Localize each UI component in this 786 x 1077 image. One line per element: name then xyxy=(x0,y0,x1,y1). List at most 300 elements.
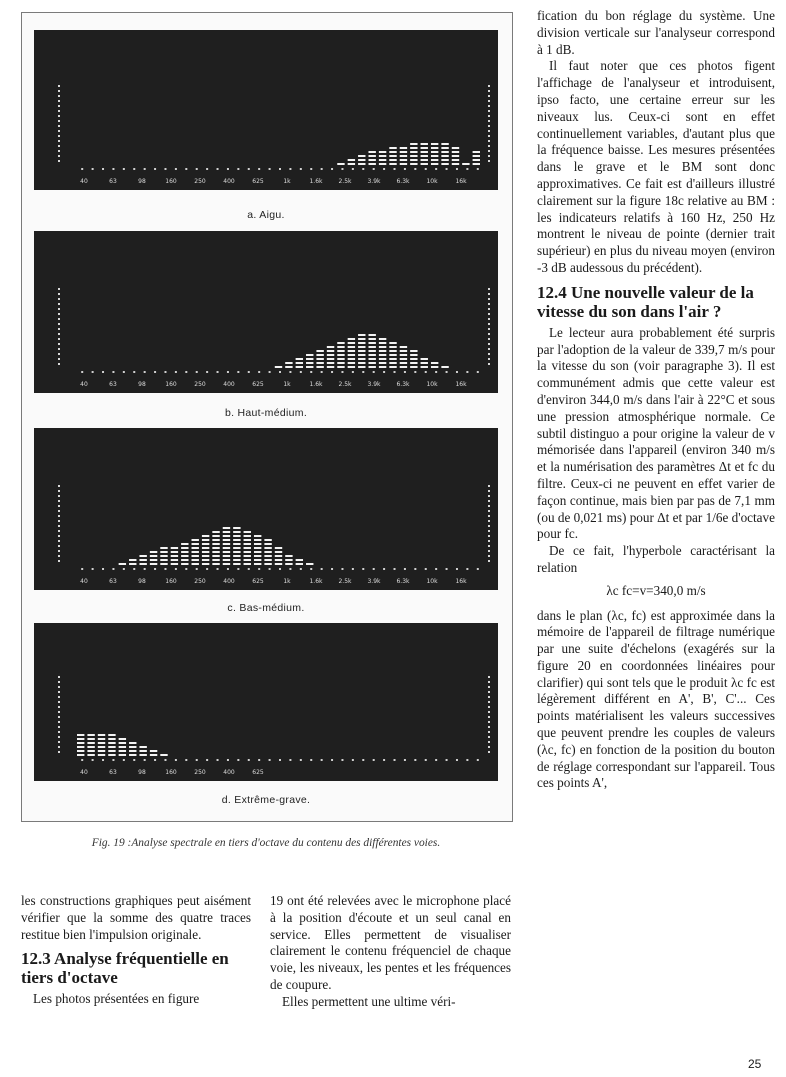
level-segment xyxy=(171,563,178,565)
scale-dot xyxy=(488,150,490,152)
base-dot xyxy=(248,759,250,761)
scale-dot xyxy=(58,323,60,325)
base-dot xyxy=(341,371,343,373)
frequency-tick-label: 400 xyxy=(223,578,235,585)
level-segment xyxy=(150,555,157,557)
paragraph: Elles permettent une ultime véri- xyxy=(282,993,456,1009)
frequency-tick-label: 63 xyxy=(109,578,117,585)
scale-dot xyxy=(58,721,60,723)
level-segment xyxy=(181,547,188,549)
level-segment xyxy=(306,366,313,368)
base-dot xyxy=(362,568,364,570)
base-dot xyxy=(321,168,323,170)
level-segment xyxy=(160,563,167,565)
base-dot xyxy=(269,371,271,373)
frequency-tick-label: 3.9k xyxy=(367,178,381,185)
scale-dot xyxy=(488,318,490,320)
level-segment xyxy=(389,163,396,165)
scale-dot xyxy=(488,343,490,345)
level-segment xyxy=(337,350,344,352)
base-dot xyxy=(227,168,229,170)
scale-dot xyxy=(58,691,60,693)
scale-dot xyxy=(58,681,60,683)
level-segment xyxy=(77,754,84,756)
base-dot xyxy=(404,568,406,570)
level-segment xyxy=(316,362,323,364)
level-segment xyxy=(233,547,240,549)
base-dot xyxy=(248,371,250,373)
base-dot xyxy=(310,568,312,570)
scale-dot xyxy=(58,505,60,507)
base-dot xyxy=(466,759,468,761)
level-segment xyxy=(77,742,84,744)
level-segment xyxy=(400,159,407,161)
base-dot xyxy=(175,371,177,373)
level-segment xyxy=(327,346,334,348)
scale-dot xyxy=(58,90,60,92)
level-segment xyxy=(87,754,94,756)
level-segment xyxy=(285,559,292,561)
base-dot xyxy=(81,371,83,373)
base-dot xyxy=(289,168,291,170)
level-segment xyxy=(316,366,323,368)
scale-dot xyxy=(58,731,60,733)
level-segment xyxy=(223,555,230,557)
base-dot xyxy=(81,759,83,761)
level-segment xyxy=(264,563,271,565)
base-dot xyxy=(310,759,312,761)
scale-dot xyxy=(488,313,490,315)
frequency-tick-label: 6.3k xyxy=(396,381,410,388)
level-segment xyxy=(431,159,438,161)
base-dot xyxy=(466,568,468,570)
level-segment xyxy=(192,539,199,541)
scale-dot xyxy=(58,550,60,552)
base-dot xyxy=(102,168,104,170)
base-dot xyxy=(310,371,312,373)
base-dot xyxy=(144,168,146,170)
level-segment xyxy=(129,563,136,565)
base-dot xyxy=(154,759,156,761)
level-segment xyxy=(139,555,146,557)
scale-dot xyxy=(488,328,490,330)
level-segment xyxy=(192,551,199,553)
frequency-tick-label: 625 xyxy=(252,769,264,776)
paragraph: dans le plan (λc, fc) est approximée dans la mémoire de l'appareil de filtrage numérique par une suite d'échelons (exagérés sur la figure 20 en coordonnées linéaires pour clarifier) qui sont tels que le produit λc fc est légèrement différent en A', B', C'... Ces points matérialisent les valeurs successives que peuvent prendre les couples de valeurs (λc, fc) en fonction de la position du bouton de réglage correspondant sur l'appareil. Tous ces points A', xyxy=(537,607,775,791)
base-dot xyxy=(269,568,271,570)
base-dot xyxy=(383,371,385,373)
scale-dot xyxy=(488,751,490,753)
base-dot xyxy=(164,371,166,373)
base-dot xyxy=(269,168,271,170)
scale-dot xyxy=(488,500,490,502)
paragraph: Il faut noter que ces photos figent l'affichage de l'analyseur et introduisent, ipso facto, une certaine erreur sur les niveaux lus. Ceux-ci sont en effet continuellement variables, d'autant plus que la fréquence baisse. Les mesures présentées dans le grave et le BM sont donc approximatives. Ce fait est d'ailleurs illustré clairement sur la figure 18c relative au BM : les indicateurs relatifs à 160 Hz, 250 Hz montrent le niveau de pointe (dernier trait supérieur) en plus du niveau moyen (environ -3 dB audessous du précédent). xyxy=(537,58,775,275)
section-heading: 12.3 Analyse fréquentielle en tiers d'octave xyxy=(21,949,229,988)
level-segment xyxy=(160,551,167,553)
base-dot xyxy=(92,568,94,570)
level-segment xyxy=(87,750,94,752)
base-dot xyxy=(227,568,229,570)
scale-dot xyxy=(58,115,60,117)
base-dot xyxy=(154,168,156,170)
base-dot xyxy=(477,568,479,570)
level-segment xyxy=(462,163,469,165)
level-segment xyxy=(389,354,396,356)
level-segment xyxy=(223,527,230,529)
level-segment xyxy=(368,346,375,348)
level-segment xyxy=(473,151,480,153)
scale-dot xyxy=(58,313,60,315)
level-segment xyxy=(410,163,417,165)
scale-dot xyxy=(58,676,60,678)
scale-dot xyxy=(488,696,490,698)
base-dot xyxy=(258,568,260,570)
base-dot xyxy=(133,759,135,761)
frequency-tick-label: 6.3k xyxy=(396,178,410,185)
level-segment xyxy=(379,342,386,344)
level-segment xyxy=(264,539,271,541)
level-segment xyxy=(410,151,417,153)
level-segment xyxy=(421,366,428,368)
level-segment xyxy=(337,346,344,348)
level-segment xyxy=(358,338,365,340)
level-segment xyxy=(264,555,271,557)
scale-dot xyxy=(58,343,60,345)
level-segment xyxy=(389,346,396,348)
level-segment xyxy=(441,159,448,161)
scale-dot xyxy=(58,696,60,698)
level-segment xyxy=(275,555,282,557)
base-dot xyxy=(383,168,385,170)
level-segment xyxy=(98,754,105,756)
scale-dot xyxy=(58,716,60,718)
level-segment xyxy=(410,155,417,157)
level-segment xyxy=(358,159,365,161)
base-dot xyxy=(196,568,198,570)
scale-dot xyxy=(488,535,490,537)
level-segment xyxy=(181,563,188,565)
level-segment xyxy=(452,151,459,153)
frequency-tick-label: 2.5k xyxy=(338,578,352,585)
level-segment xyxy=(171,551,178,553)
scale-dot xyxy=(488,130,490,132)
scale-dot xyxy=(488,353,490,355)
level-segment xyxy=(368,334,375,336)
level-segment xyxy=(254,559,261,561)
scale-dot xyxy=(58,701,60,703)
level-segment xyxy=(368,366,375,368)
frequency-tick-label: 160 xyxy=(165,578,177,585)
scale-dot xyxy=(58,706,60,708)
level-segment xyxy=(306,362,313,364)
scale-dot xyxy=(488,706,490,708)
base-dot xyxy=(425,568,427,570)
base-dot xyxy=(196,759,198,761)
scale-dot xyxy=(488,363,490,365)
level-segment xyxy=(129,746,136,748)
base-dot xyxy=(456,371,458,373)
scale-dot xyxy=(488,333,490,335)
level-segment xyxy=(181,551,188,553)
figure-caption: Fig. 19 :Analyse spectrale en tiers d'octave du contenu des différentes voies. xyxy=(91,837,441,849)
scale-dot xyxy=(58,555,60,557)
base-dot xyxy=(341,568,343,570)
scale-dot xyxy=(488,288,490,290)
level-segment xyxy=(441,163,448,165)
scale-dot xyxy=(488,135,490,137)
scale-dot xyxy=(58,535,60,537)
level-segment xyxy=(400,346,407,348)
base-dot xyxy=(196,371,198,373)
scale-dot xyxy=(488,105,490,107)
level-segment xyxy=(275,547,282,549)
level-segment xyxy=(410,159,417,161)
scale-dot xyxy=(58,145,60,147)
scale-dot xyxy=(488,746,490,748)
level-segment xyxy=(77,734,84,736)
level-segment xyxy=(223,539,230,541)
level-segment xyxy=(431,163,438,165)
paragraph: Les photos présentées en figure xyxy=(33,991,200,1007)
frequency-tick-label: 6.3k xyxy=(396,578,410,585)
scale-dot xyxy=(488,681,490,683)
base-dot xyxy=(164,168,166,170)
level-segment xyxy=(77,750,84,752)
scale-dot xyxy=(58,500,60,502)
frequency-tick-label: 16k xyxy=(455,178,467,185)
scale-dot xyxy=(58,560,60,562)
level-segment xyxy=(452,155,459,157)
frequency-tick-label: 250 xyxy=(194,381,206,388)
level-segment xyxy=(275,559,282,561)
base-dot xyxy=(404,168,406,170)
base-dot xyxy=(446,759,448,761)
base-dot xyxy=(217,168,219,170)
base-dot xyxy=(456,568,458,570)
frequency-tick-label: 98 xyxy=(138,381,146,388)
level-segment xyxy=(389,350,396,352)
level-segment xyxy=(171,547,178,549)
level-segment xyxy=(400,354,407,356)
level-segment xyxy=(212,531,219,533)
level-segment xyxy=(358,362,365,364)
level-segment xyxy=(452,147,459,149)
level-segment xyxy=(337,342,344,344)
scale-dot xyxy=(488,338,490,340)
frequency-tick-label: 160 xyxy=(165,769,177,776)
level-segment xyxy=(368,155,375,157)
level-segment xyxy=(379,350,386,352)
level-segment xyxy=(348,338,355,340)
level-segment xyxy=(358,350,365,352)
base-dot xyxy=(300,568,302,570)
paragraph: 19 ont été relevées avec le microphone placé à la position d'écoute et un seul canal en service. Elles permettent de visualiser clairement le contenu fréquenciel de chaque voie, les niveaux, les pentes et les fréquences de coupure. xyxy=(270,893,511,992)
level-segment xyxy=(160,754,167,756)
frequency-tick-label: 2.5k xyxy=(338,178,352,185)
level-segment xyxy=(421,143,428,145)
level-segment xyxy=(473,155,480,157)
scale-dot xyxy=(58,520,60,522)
level-segment xyxy=(368,350,375,352)
scale-dot xyxy=(58,100,60,102)
base-dot xyxy=(123,371,125,373)
scale-dot xyxy=(488,711,490,713)
level-segment xyxy=(400,350,407,352)
level-segment xyxy=(441,151,448,153)
page-number: 25 xyxy=(748,1057,762,1071)
section-heading: 12.4 Une nouvelle valeur de la vitesse du son dans l'air ? xyxy=(537,282,754,321)
frequency-tick-label: 250 xyxy=(194,578,206,585)
level-segment xyxy=(358,358,365,360)
level-segment xyxy=(421,358,428,360)
level-segment xyxy=(244,555,251,557)
base-dot xyxy=(456,168,458,170)
level-segment xyxy=(233,559,240,561)
level-segment xyxy=(108,746,115,748)
base-dot xyxy=(133,168,135,170)
level-segment xyxy=(379,338,386,340)
level-segment xyxy=(108,734,115,736)
left-column xyxy=(21,893,251,1008)
caption-d: d. Extrême-grave. xyxy=(221,794,311,806)
level-segment xyxy=(473,163,480,165)
scale-dot xyxy=(58,150,60,152)
level-segment xyxy=(337,366,344,368)
scale-dot xyxy=(58,308,60,310)
scale-dot xyxy=(488,555,490,557)
scale-dot xyxy=(488,530,490,532)
base-dot xyxy=(123,568,125,570)
level-segment xyxy=(431,143,438,145)
base-dot xyxy=(373,568,375,570)
base-dot xyxy=(112,568,114,570)
level-segment xyxy=(306,563,313,565)
scale-dot xyxy=(58,353,60,355)
level-segment xyxy=(202,535,209,537)
frequency-tick-label: 625 xyxy=(252,178,264,185)
level-segment xyxy=(264,543,271,545)
scale-dot xyxy=(58,540,60,542)
frequency-tick-label: 40 xyxy=(80,178,88,185)
base-dot xyxy=(362,371,364,373)
level-segment xyxy=(244,547,251,549)
base-dot xyxy=(164,568,166,570)
base-dot xyxy=(279,168,281,170)
scale-dot xyxy=(58,105,60,107)
base-dot xyxy=(435,371,437,373)
scale-dot xyxy=(58,363,60,365)
level-segment xyxy=(139,563,146,565)
level-segment xyxy=(379,366,386,368)
level-segment xyxy=(192,555,199,557)
frequency-tick-label: 1k xyxy=(283,178,291,185)
level-segment xyxy=(327,362,334,364)
frequency-tick-label: 10k xyxy=(426,178,438,185)
level-segment xyxy=(410,350,417,352)
base-dot xyxy=(352,568,354,570)
scale-dot xyxy=(488,120,490,122)
base-dot xyxy=(144,759,146,761)
level-segment xyxy=(337,362,344,364)
base-dot xyxy=(466,168,468,170)
level-segment xyxy=(108,738,115,740)
base-dot xyxy=(362,759,364,761)
level-segment xyxy=(202,551,209,553)
level-segment xyxy=(244,535,251,537)
base-dot xyxy=(206,568,208,570)
level-segment xyxy=(358,155,365,157)
level-segment xyxy=(358,342,365,344)
level-segment xyxy=(431,155,438,157)
level-segment xyxy=(296,366,303,368)
scale-dot xyxy=(58,338,60,340)
level-segment xyxy=(410,354,417,356)
level-segment xyxy=(119,746,126,748)
scale-dot xyxy=(58,328,60,330)
level-segment xyxy=(421,147,428,149)
spectrum-photo-c xyxy=(34,428,498,590)
base-dot xyxy=(237,568,239,570)
base-dot xyxy=(217,371,219,373)
scale-dot xyxy=(488,298,490,300)
level-segment xyxy=(441,155,448,157)
level-segment xyxy=(192,559,199,561)
level-segment xyxy=(400,366,407,368)
level-segment xyxy=(368,362,375,364)
base-dot xyxy=(112,371,114,373)
scale-dot xyxy=(58,85,60,87)
level-segment xyxy=(368,342,375,344)
level-segment xyxy=(223,551,230,553)
scale-dot xyxy=(488,510,490,512)
level-segment xyxy=(348,342,355,344)
scale-dot xyxy=(58,741,60,743)
frequency-tick-label: 400 xyxy=(223,381,235,388)
frequency-tick-label: 2.5k xyxy=(338,381,352,388)
base-dot xyxy=(310,168,312,170)
scale-dot xyxy=(58,293,60,295)
scale-dot xyxy=(488,550,490,552)
level-segment xyxy=(150,551,157,553)
scale-dot xyxy=(488,490,490,492)
level-segment xyxy=(379,362,386,364)
level-segment xyxy=(98,746,105,748)
base-dot xyxy=(102,759,104,761)
scale-dot xyxy=(58,358,60,360)
level-segment xyxy=(223,547,230,549)
level-segment xyxy=(150,750,157,752)
frequency-tick-label: 625 xyxy=(252,381,264,388)
level-segment xyxy=(348,354,355,356)
frequency-tick-label: 3.9k xyxy=(367,381,381,388)
level-segment xyxy=(223,559,230,561)
scale-dot xyxy=(58,525,60,527)
level-segment xyxy=(108,754,115,756)
level-segment xyxy=(223,563,230,565)
base-dot xyxy=(414,371,416,373)
level-segment xyxy=(368,159,375,161)
level-segment xyxy=(368,338,375,340)
base-dot xyxy=(425,371,427,373)
base-dot xyxy=(394,759,396,761)
base-dot xyxy=(144,568,146,570)
scale-dot xyxy=(488,520,490,522)
base-dot xyxy=(425,759,427,761)
paragraph: De ce fait, l'hyperbole caractérisant la relation xyxy=(537,543,775,575)
level-segment xyxy=(337,163,344,165)
level-segment xyxy=(87,734,94,736)
scale-dot xyxy=(58,545,60,547)
